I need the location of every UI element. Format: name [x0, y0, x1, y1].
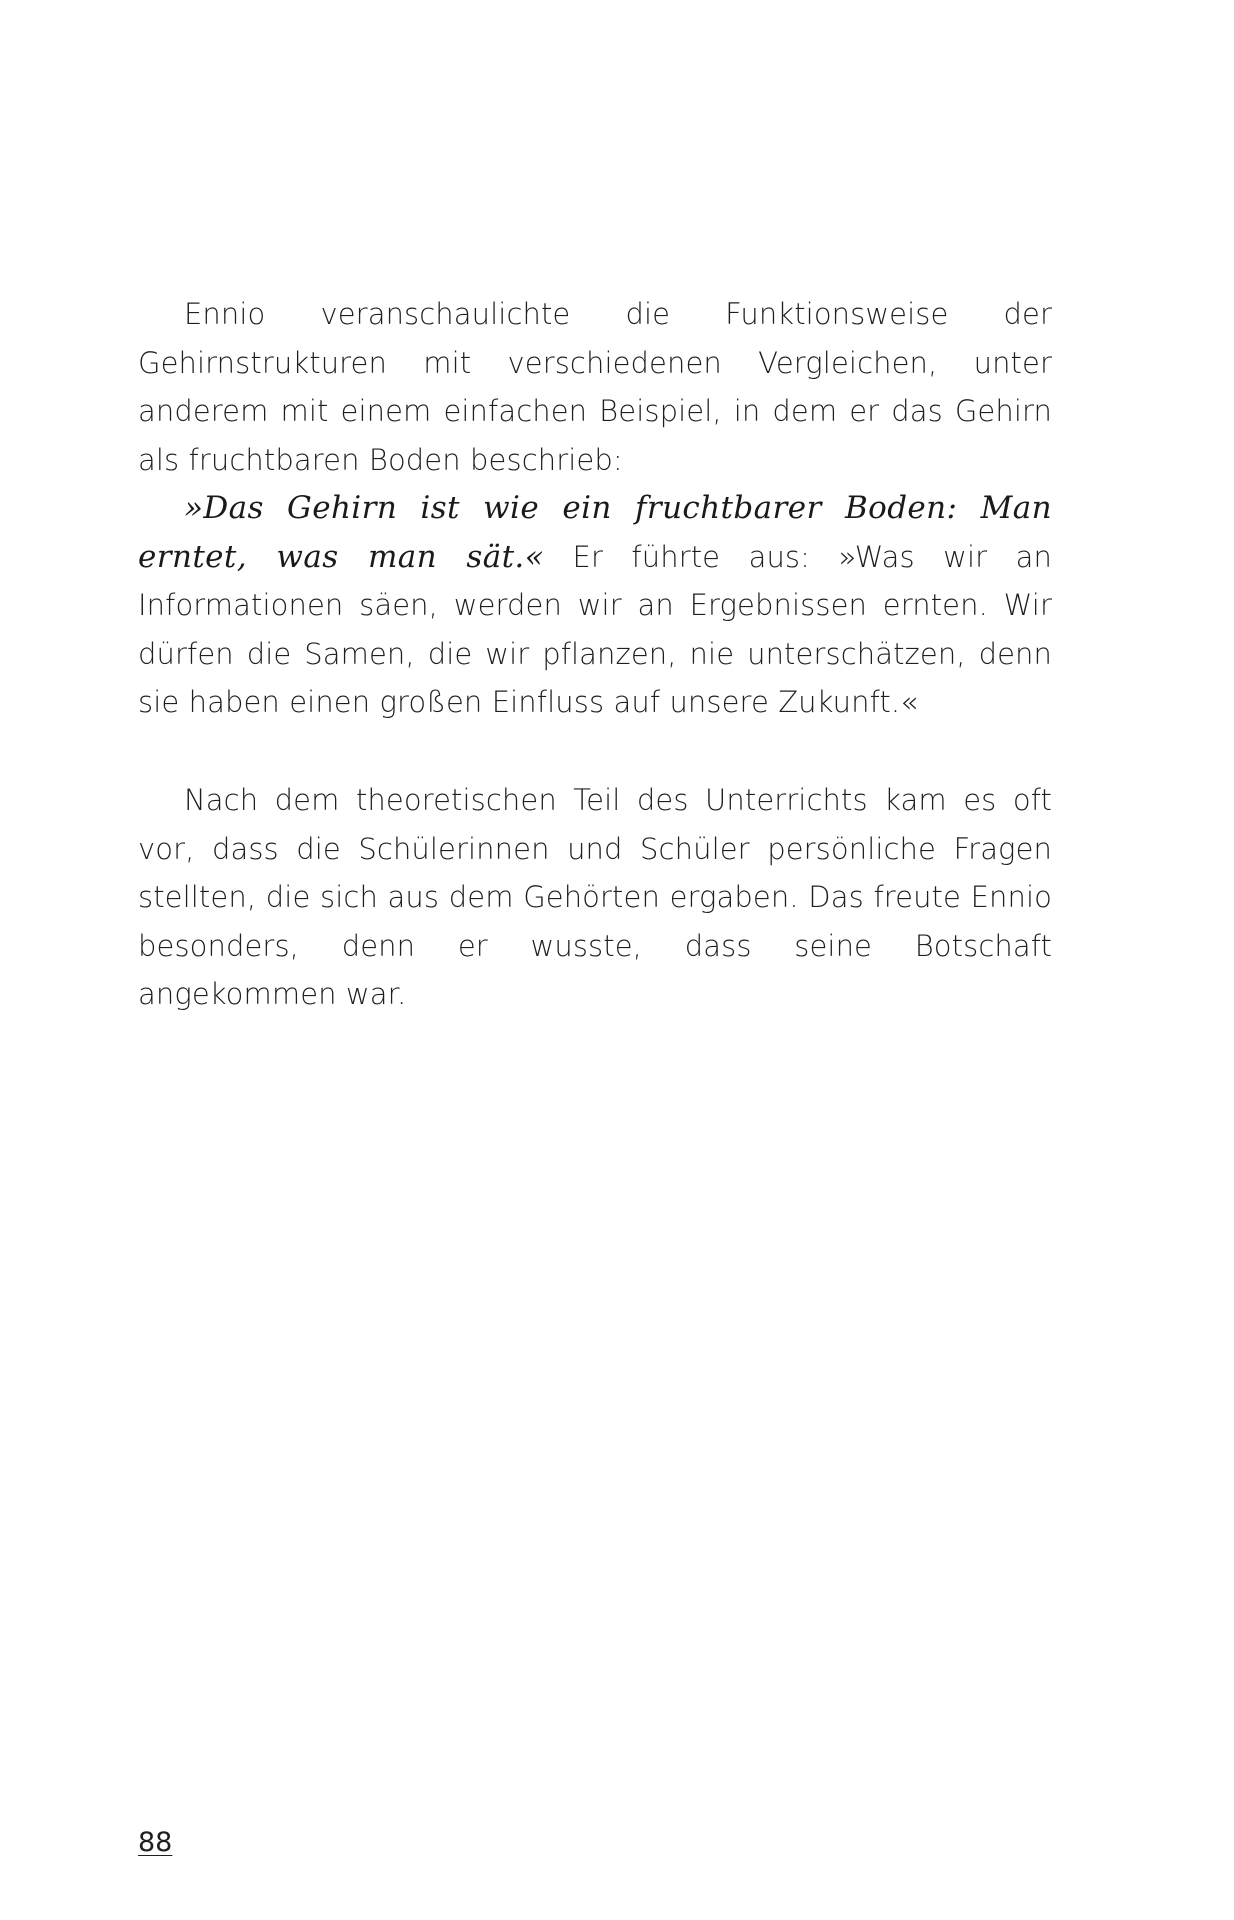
page-number: 88 [138, 1827, 173, 1858]
paragraph-2-text: Er führte aus: »Was wir an Informationen säen, werden wir an Ergebnissen ernten. Wir dürfen die Samen, die wir pflanzen, nie unterschätzen, denn sie haben einen großen Einfluss auf unsere Zukunft.« [138, 539, 1052, 719]
paragraph-2 [138, 484, 1052, 727]
paragraph-3: Nach dem theoretischen Teil des Unterrichts kam es oft vor, dass die Schülerinnen und Schüler persönliche Fragen stellten, die sich aus dem Gehörten ergaben. Das freute Ennio besonders, denn er wusste, dass seine Botschaft angekommen war. [138, 783, 1052, 1011]
handwritten-quote: »Das Gehirn ist wie ein fruchtbarer Boden: Man erntet, was man sät.« [138, 490, 1052, 575]
text-section-1 [138, 290, 1052, 727]
text-section-2 [138, 776, 1052, 1019]
paragraph-1: Ennio veranschaulichte die Funktionsweise der Gehirnstrukturen mit verschiedenen Vergleichen, unter anderem mit einem einfachen Beispiel, in dem er das Gehirn als fruchtbaren Boden beschrieb: [138, 297, 1052, 477]
